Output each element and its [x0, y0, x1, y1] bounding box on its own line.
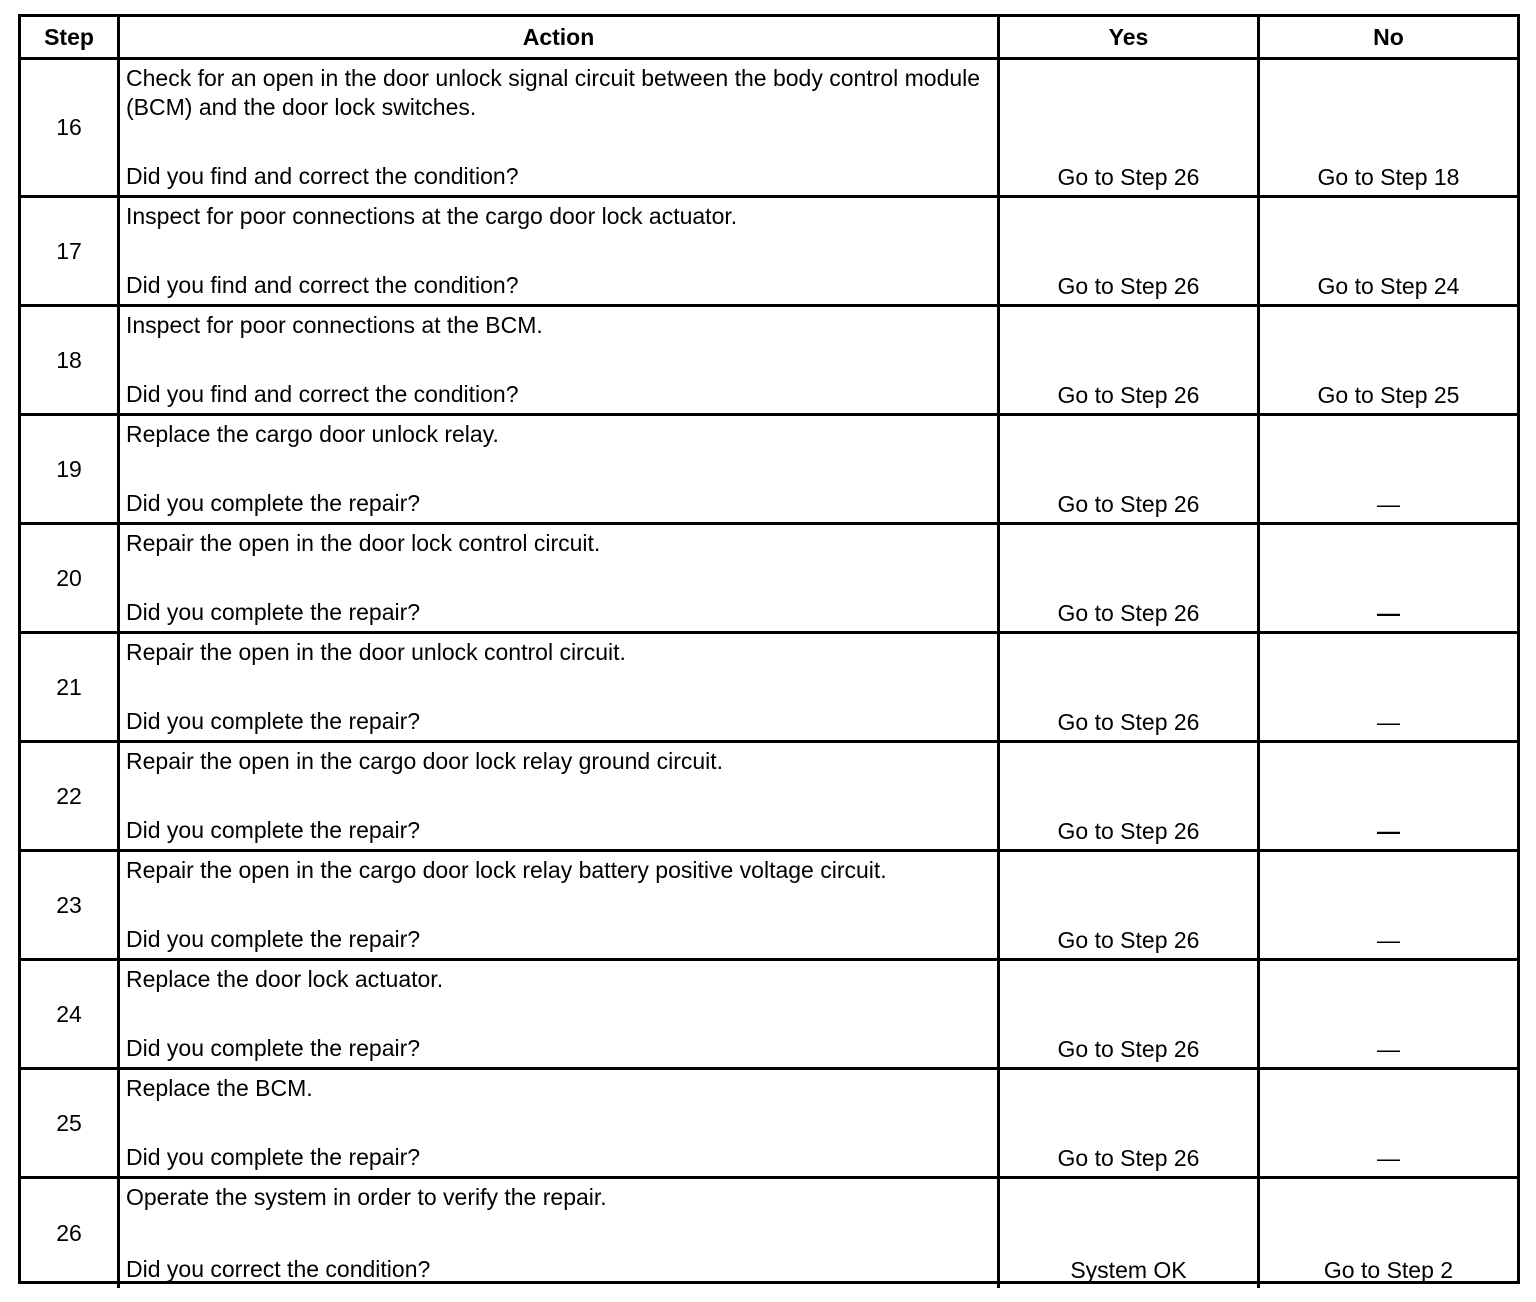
step-number: 24	[21, 961, 120, 1067]
action-cell	[120, 743, 1000, 849]
action-cell	[120, 1070, 1000, 1176]
table-row	[21, 307, 1517, 416]
header-step: Step	[21, 17, 120, 57]
action-text: Repair the open in the door lock control circuit.	[126, 530, 601, 556]
action-cell	[120, 198, 1000, 304]
no-answer: —	[1377, 1145, 1400, 1171]
action-question: Did you find and correct the condition?	[126, 272, 519, 298]
action-cell	[120, 60, 1000, 195]
table-row	[21, 416, 1517, 525]
action-cell	[120, 525, 1000, 631]
yes-cell	[1000, 307, 1260, 413]
yes-answer: Go to Step 26	[1057, 382, 1200, 408]
yes-cell	[1000, 525, 1260, 631]
action-text: Replace the cargo door unlock relay.	[126, 421, 499, 447]
no-cell	[1260, 1070, 1517, 1176]
action-cell	[120, 634, 1000, 740]
step-number: 26	[21, 1179, 120, 1288]
yes-cell	[1000, 1070, 1260, 1176]
action-text: Check for an open in the door unlock signal circuit between the body control module (BCM) and the door lock switches.	[126, 65, 981, 120]
step-number: 22	[21, 743, 120, 849]
action-text: Repair the open in the door unlock control circuit.	[126, 639, 626, 665]
yes-answer: System OK	[1070, 1257, 1187, 1283]
yes-cell	[1000, 634, 1260, 740]
yes-cell	[1000, 961, 1260, 1067]
yes-answer: Go to Step 26	[1057, 927, 1200, 953]
action-cell	[120, 416, 1000, 522]
no-cell	[1260, 60, 1517, 195]
action-question: Did you find and correct the condition?	[126, 381, 519, 407]
action-cell	[120, 1179, 1000, 1288]
table-row	[21, 743, 1517, 852]
no-answer: —	[1377, 927, 1400, 953]
action-cell	[120, 961, 1000, 1067]
yes-cell	[1000, 852, 1260, 958]
yes-cell	[1000, 1179, 1260, 1288]
action-question: Did you complete the repair?	[126, 599, 421, 625]
step-number: 21	[21, 634, 120, 740]
step-number: 18	[21, 307, 120, 413]
action-question: Did you complete the repair?	[126, 708, 421, 734]
yes-answer: Go to Step 26	[1057, 709, 1200, 735]
action-question: Did you find and correct the condition?	[126, 163, 519, 189]
no-answer: Go to Step 2	[1323, 1257, 1454, 1283]
action-cell	[120, 307, 1000, 413]
diagnostic-table	[18, 14, 1520, 1284]
yes-cell	[1000, 198, 1260, 304]
no-cell	[1260, 198, 1517, 304]
no-cell	[1260, 307, 1517, 413]
yes-answer: Go to Step 26	[1057, 164, 1200, 190]
no-answer: —	[1377, 1036, 1400, 1062]
action-cell	[120, 852, 1000, 958]
table-row	[21, 60, 1517, 198]
no-cell	[1260, 743, 1517, 849]
step-number: 16	[21, 60, 120, 195]
step-number: 17	[21, 198, 120, 304]
yes-answer: Go to Step 26	[1057, 1145, 1200, 1171]
header-action: Action	[120, 17, 1000, 57]
no-answer: Go to Step 18	[1317, 164, 1460, 190]
yes-answer: Go to Step 26	[1057, 818, 1200, 844]
action-question: Did you correct the condition?	[126, 1256, 431, 1282]
no-answer: —	[1377, 709, 1400, 735]
action-text: Replace the BCM.	[126, 1075, 313, 1101]
action-text: Operate the system in order to verify the repair.	[126, 1184, 607, 1210]
table-row	[21, 525, 1517, 634]
no-answer: —	[1377, 491, 1400, 517]
yes-cell	[1000, 743, 1260, 849]
table-row	[21, 961, 1517, 1070]
no-answer: Go to Step 24	[1317, 273, 1460, 299]
header-no: No	[1373, 23, 1404, 50]
step-number: 23	[21, 852, 120, 958]
step-number: 19	[21, 416, 120, 522]
table-row	[21, 634, 1517, 743]
no-answer: —	[1377, 818, 1400, 844]
action-text: Repair the open in the cargo door lock relay ground circuit.	[126, 748, 724, 774]
action-question: Did you complete the repair?	[126, 1144, 421, 1170]
step-number: 20	[21, 525, 120, 631]
yes-answer: Go to Step 26	[1057, 600, 1200, 626]
action-question: Did you complete the repair?	[126, 926, 421, 952]
no-answer: Go to Step 25	[1317, 382, 1460, 408]
table-header	[21, 17, 1517, 60]
action-question: Did you complete the repair?	[126, 817, 421, 843]
table-row	[21, 198, 1517, 307]
table-row	[21, 852, 1517, 961]
no-cell	[1260, 416, 1517, 522]
yes-cell	[1000, 416, 1260, 522]
no-answer: —	[1377, 600, 1400, 626]
no-cell	[1260, 961, 1517, 1067]
no-cell	[1260, 1179, 1517, 1288]
action-question: Did you complete the repair?	[126, 1035, 421, 1061]
no-cell	[1260, 852, 1517, 958]
action-text: Repair the open in the cargo door lock relay battery positive voltage circuit.	[126, 857, 887, 883]
yes-answer: Go to Step 26	[1057, 1036, 1200, 1062]
yes-answer: Go to Step 26	[1057, 273, 1200, 299]
no-cell	[1260, 525, 1517, 631]
action-text: Inspect for poor connections at the cargo door lock actuator.	[126, 203, 738, 229]
action-text: Replace the door lock actuator.	[126, 966, 444, 992]
header-yes: Yes	[1000, 17, 1260, 57]
table-row	[21, 1179, 1517, 1288]
no-cell	[1260, 634, 1517, 740]
action-text: Inspect for poor connections at the BCM.	[126, 312, 543, 338]
table-row	[21, 1070, 1517, 1179]
action-question: Did you complete the repair?	[126, 490, 421, 516]
yes-answer: Go to Step 26	[1057, 491, 1200, 517]
yes-cell	[1000, 60, 1260, 195]
step-number: 25	[21, 1070, 120, 1176]
